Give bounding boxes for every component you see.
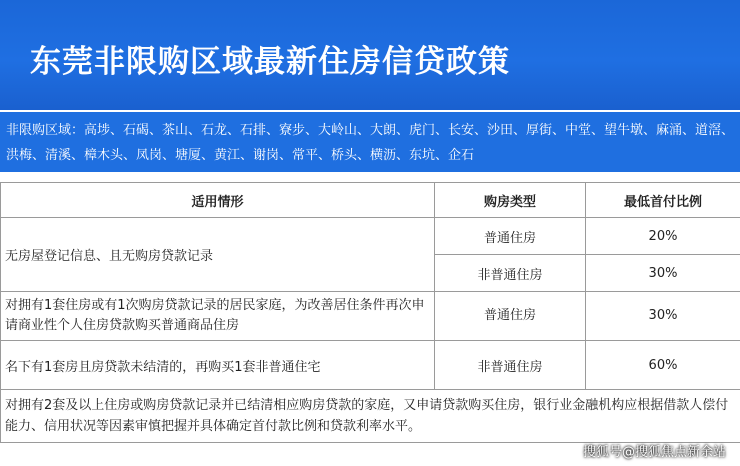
table-row [1, 341, 740, 390]
header-situation: 适用情形 [1, 183, 435, 218]
down-payment-cell: 30% [586, 255, 740, 292]
source-watermark: 搜狐号@搜狐焦点新余站 [582, 445, 726, 460]
situation-cell: 对拥有1套住房或有1次购房贷款记录的居民家庭，为改善居住条件再次申请商业性个人住房贷款购买普通商品住房 [1, 292, 435, 341]
table-footer-row [1, 390, 740, 443]
non-restricted-region-list: 非限购区域：高埗、石碣、茶山、石龙、石排、寮步、大岭山、大朗、虎门、长安、沙田、厚街、中堂、望牛墩、麻涌、道滘、洪梅、清溪、樟木头、凤岗、塘厦、黄江、谢岗、常平、桥头、横沥、东坑、企石 [0, 112, 740, 172]
situation-cell: 名下有1套房且房贷款未结清的，再购买1套非普通住宅 [1, 341, 435, 390]
title-banner [0, 0, 740, 110]
footer-note: 对拥有2套及以上住房或购房贷款记录并已结清相应购房贷款的家庭，又申请贷款购买住房，银行业金融机构应根据借款人偿付能力、信用状况等因素审慎把握并具体确定首付款比例和贷款利率水平。 [1, 390, 740, 443]
header-min-down-payment: 最低首付比例 [586, 183, 740, 218]
table-row [1, 218, 740, 255]
header-purchase-type: 购房类型 [435, 183, 586, 218]
down-payment-cell: 60% [586, 341, 740, 390]
table-row [1, 292, 740, 341]
down-payment-cell: 20% [586, 218, 740, 255]
purchase-type-cell: 普通住房 [435, 218, 586, 255]
situation-cell: 无房屋登记信息、且无购房贷款记录 [1, 218, 435, 292]
page-title: 东莞非限购区域最新住房信贷政策 [30, 44, 510, 80]
table-header-row [1, 183, 740, 218]
down-payment-cell: 30% [586, 292, 740, 341]
purchase-type-cell: 非普通住房 [435, 255, 586, 292]
purchase-type-cell: 非普通住房 [435, 341, 586, 390]
purchase-type-cell: 普通住房 [435, 292, 586, 341]
policy-table [0, 182, 740, 443]
